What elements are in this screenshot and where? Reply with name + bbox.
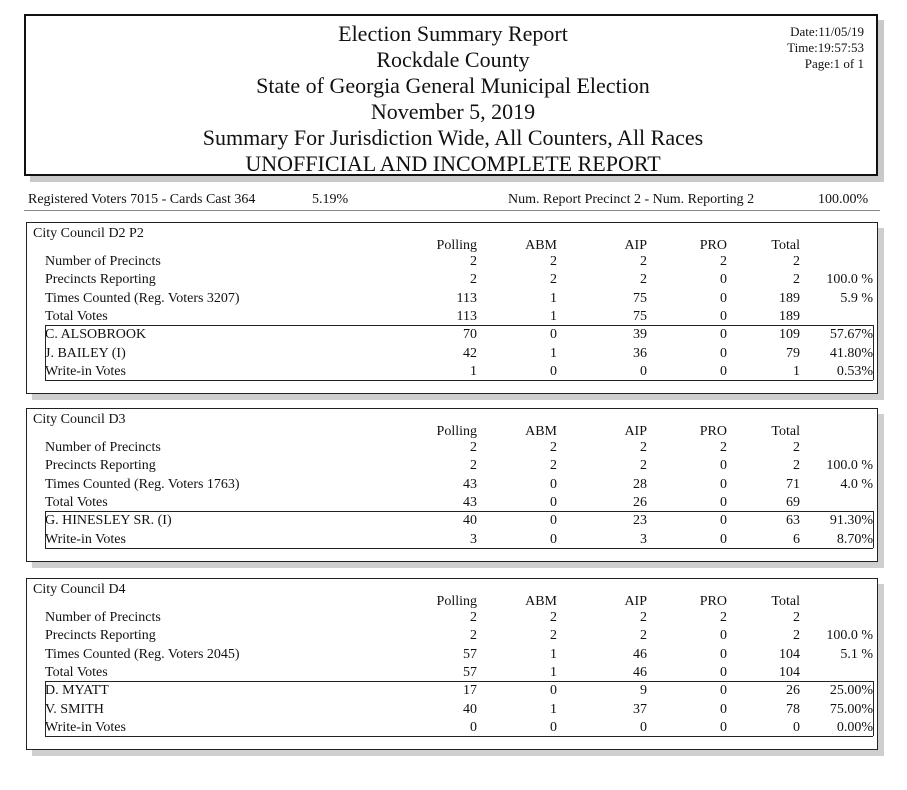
column-header-pro: PRO — [699, 594, 727, 609]
election-name: State of Georgia General Municipal Election — [256, 73, 650, 98]
column-header-polling: Polling — [436, 594, 477, 609]
value-abm: 0 — [550, 719, 557, 735]
value-pro: 0 — [720, 290, 727, 306]
value-total: 104 — [779, 664, 800, 680]
column-header-aip: AIP — [624, 594, 647, 609]
value-pro: 0 — [720, 719, 727, 735]
value-aip: 39 — [633, 327, 647, 343]
race-section — [26, 222, 878, 394]
value-abm: 2 — [550, 458, 557, 474]
percent-value: 91.30% — [829, 513, 873, 529]
value-aip: 0 — [640, 719, 647, 735]
value-pro: 0 — [720, 701, 727, 717]
stat-row-label: Times Counted (Reg. Voters 3207) — [45, 290, 240, 306]
race-title: City Council D4 — [33, 582, 126, 597]
percent-value: 0.53% — [836, 363, 873, 379]
candidate-right-rule — [873, 325, 874, 380]
value-polling: 40 — [463, 701, 477, 717]
value-polling: 70 — [463, 327, 477, 343]
stat-row-label: Precincts Reporting — [45, 628, 156, 644]
stat-row-label: Precincts Reporting — [45, 272, 156, 288]
column-header-abm: ABM — [525, 594, 557, 609]
value-pro: 0 — [720, 683, 727, 699]
percent-value: 41.80% — [829, 345, 873, 361]
value-pro: 0 — [720, 494, 727, 510]
report-title: Election Summary Report — [338, 21, 568, 46]
value-total: 6 — [793, 531, 800, 547]
column-header-abm: ABM — [525, 424, 557, 439]
column-header-polling: Polling — [436, 238, 477, 253]
value-polling: 2 — [470, 628, 477, 644]
value-abm: 2 — [550, 440, 557, 455]
candidate-row-label: J. BAILEY (I) — [45, 345, 126, 361]
report-date: Date:11/05/19 — [790, 24, 864, 39]
value-aip: 3 — [640, 531, 647, 547]
value-polling: 2 — [470, 254, 477, 269]
value-abm: 2 — [550, 610, 557, 625]
summary-divider — [24, 210, 880, 211]
column-header-aip: AIP — [624, 424, 647, 439]
value-polling: 113 — [456, 308, 477, 324]
value-pro: 0 — [720, 272, 727, 288]
value-polling: 2 — [470, 440, 477, 455]
precinct-reporting-summary: Num. Report Precinct 2 - Num. Reporting 2 — [508, 192, 755, 207]
value-polling: 40 — [463, 513, 477, 529]
value-pro: 2 — [720, 254, 727, 269]
stat-row-label: Number of Precincts — [45, 254, 161, 269]
value-abm: 0 — [550, 531, 557, 547]
candidate-row-label: Write-in Votes — [45, 531, 126, 547]
value-polling: 17 — [463, 683, 477, 699]
value-total: 2 — [793, 628, 800, 644]
value-polling: 2 — [470, 610, 477, 625]
value-abm: 2 — [550, 628, 557, 644]
value-abm: 1 — [550, 345, 557, 361]
value-total: 2 — [793, 272, 800, 288]
value-abm: 2 — [550, 254, 557, 269]
report-status: UNOFFICIAL AND INCOMPLETE REPORT — [245, 151, 661, 176]
value-polling: 2 — [470, 458, 477, 474]
column-header-polling: Polling — [436, 424, 477, 439]
candidate-left-rule — [45, 325, 46, 380]
column-header-pro: PRO — [699, 238, 727, 253]
value-aip: 2 — [640, 610, 647, 625]
value-total: 104 — [779, 646, 800, 662]
candidate-right-rule — [873, 681, 874, 736]
column-header-total: Total — [771, 238, 800, 253]
value-total: 2 — [793, 440, 800, 455]
candidate-right-rule — [873, 511, 874, 548]
value-polling: 1 — [470, 363, 477, 379]
value-aip: 2 — [640, 458, 647, 474]
candidate-row-label: G. HINESLEY SR. (I) — [45, 513, 172, 529]
percent-value: 4.0 % — [840, 476, 873, 492]
value-pro: 0 — [720, 345, 727, 361]
value-aip: 26 — [633, 494, 647, 510]
value-polling: 3 — [470, 531, 477, 547]
percent-value: 5.9 % — [840, 290, 873, 306]
value-aip: 9 — [640, 683, 647, 699]
value-pro: 0 — [720, 513, 727, 529]
value-pro: 2 — [720, 440, 727, 455]
percent-value: 5.1 % — [840, 646, 873, 662]
column-header-abm: ABM — [525, 238, 557, 253]
race-section — [26, 408, 878, 562]
value-pro: 0 — [720, 327, 727, 343]
percent-value: 100.0 % — [826, 458, 873, 474]
turnout-percent: 5.19% — [312, 192, 349, 207]
value-polling: 0 — [470, 719, 477, 735]
value-pro: 0 — [720, 308, 727, 324]
candidate-left-rule — [45, 511, 46, 548]
percent-value: 100.0 % — [826, 272, 873, 288]
race-title: City Council D3 — [33, 412, 126, 427]
value-aip: 46 — [633, 646, 647, 662]
value-polling: 43 — [463, 476, 477, 492]
election-date: November 5, 2019 — [370, 99, 536, 124]
report-header — [24, 14, 878, 176]
value-aip: 75 — [633, 308, 647, 324]
value-aip: 0 — [640, 363, 647, 379]
candidate-bottom-rule — [45, 380, 873, 381]
stat-row-label: Times Counted (Reg. Voters 2045) — [45, 646, 240, 662]
race-title: City Council D2 P2 — [33, 226, 144, 241]
value-polling: 57 — [463, 646, 477, 662]
value-total: 109 — [779, 327, 800, 343]
value-abm: 0 — [550, 513, 557, 529]
value-abm: 0 — [550, 494, 557, 510]
report-time: Time:19:57:53 — [787, 40, 864, 55]
value-abm: 1 — [550, 664, 557, 680]
value-abm: 2 — [550, 272, 557, 288]
value-aip: 23 — [633, 513, 647, 529]
value-aip: 2 — [640, 440, 647, 455]
value-total: 79 — [786, 345, 800, 361]
value-total: 63 — [786, 513, 800, 529]
reporting-percent: 100.00% — [818, 192, 869, 207]
value-aip: 46 — [633, 664, 647, 680]
value-pro: 0 — [720, 363, 727, 379]
value-abm: 0 — [550, 327, 557, 343]
value-total: 189 — [779, 290, 800, 306]
value-aip: 37 — [633, 701, 647, 717]
stat-row-label: Total Votes — [45, 664, 108, 680]
value-pro: 0 — [720, 458, 727, 474]
value-aip: 28 — [633, 476, 647, 492]
value-total: 69 — [786, 494, 800, 510]
value-total: 1 — [793, 363, 800, 379]
value-polling: 42 — [463, 345, 477, 361]
report-scope: Summary For Jurisdiction Wide, All Counters, All Races — [202, 125, 704, 150]
value-polling: 43 — [463, 494, 477, 510]
candidate-left-rule — [45, 681, 46, 736]
candidate-row-label: C. ALSOBROOK — [45, 327, 147, 343]
percent-value: 100.0 % — [826, 628, 873, 644]
registered-voters-summary: Registered Voters 7015 - Cards Cast 364 — [28, 192, 256, 207]
value-abm: 1 — [550, 290, 557, 306]
percent-value: 0.00% — [836, 719, 873, 735]
value-abm: 1 — [550, 308, 557, 324]
value-abm: 1 — [550, 701, 557, 717]
value-pro: 0 — [720, 628, 727, 644]
value-total: 78 — [786, 701, 800, 717]
value-total: 2 — [793, 458, 800, 474]
candidate-row-label: D. MYATT — [45, 683, 109, 699]
value-pro: 2 — [720, 610, 727, 625]
value-aip: 2 — [640, 628, 647, 644]
report-meta — [787, 24, 864, 72]
value-polling: 113 — [456, 290, 477, 306]
candidate-row-label: Write-in Votes — [45, 363, 126, 379]
percent-value: 75.00% — [829, 701, 873, 717]
candidate-row-label: V. SMITH — [45, 701, 104, 717]
value-pro: 0 — [720, 476, 727, 492]
value-total: 2 — [793, 610, 800, 625]
candidate-bottom-rule — [45, 548, 873, 549]
value-polling: 57 — [463, 664, 477, 680]
value-pro: 0 — [720, 531, 727, 547]
county-name: Rockdale County — [376, 47, 530, 72]
value-aip: 2 — [640, 272, 647, 288]
stat-row-label: Total Votes — [45, 494, 108, 510]
value-abm: 0 — [550, 683, 557, 699]
value-aip: 2 — [640, 254, 647, 269]
report-page: Page:1 of 1 — [804, 56, 864, 71]
stat-row-label: Number of Precincts — [45, 610, 161, 625]
value-pro: 0 — [720, 664, 727, 680]
column-header-total: Total — [771, 594, 800, 609]
stat-row-label: Total Votes — [45, 308, 108, 324]
value-aip: 36 — [633, 345, 647, 361]
candidate-row-label: Write-in Votes — [45, 719, 126, 735]
column-header-aip: AIP — [624, 238, 647, 253]
percent-value: 57.67% — [829, 327, 873, 343]
stat-row-label: Number of Precincts — [45, 440, 161, 455]
stat-row-label: Times Counted (Reg. Voters 1763) — [45, 476, 240, 492]
value-abm: 0 — [550, 476, 557, 492]
candidate-bottom-rule — [45, 736, 873, 737]
value-abm: 1 — [550, 646, 557, 662]
stat-row-label: Precincts Reporting — [45, 458, 156, 474]
value-total: 0 — [793, 719, 800, 735]
value-total: 189 — [779, 308, 800, 324]
value-total: 26 — [786, 683, 800, 699]
percent-value: 8.70% — [836, 531, 873, 547]
race-section — [26, 578, 878, 750]
value-aip: 75 — [633, 290, 647, 306]
value-total: 2 — [793, 254, 800, 269]
column-header-total: Total — [771, 424, 800, 439]
value-abm: 0 — [550, 363, 557, 379]
value-total: 71 — [786, 476, 800, 492]
value-polling: 2 — [470, 272, 477, 288]
value-pro: 0 — [720, 646, 727, 662]
percent-value: 25.00% — [829, 683, 873, 699]
column-header-pro: PRO — [699, 424, 727, 439]
